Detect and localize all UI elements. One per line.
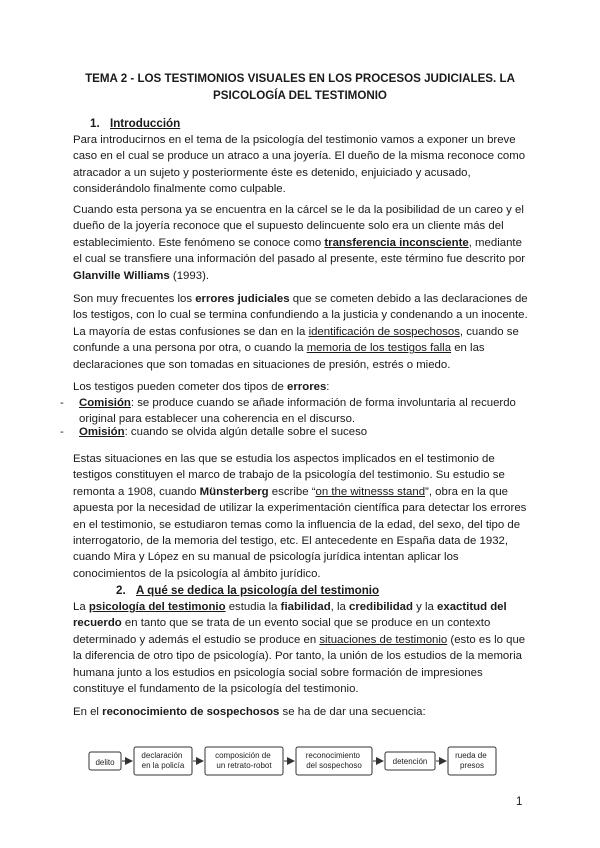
list-bullet: - xyxy=(60,426,64,438)
flow-step-declaracion: declaración en la policía xyxy=(141,751,185,770)
section-2-paragraph-2: En el reconocimiento de sospechosos se ha de dar una secuencia: xyxy=(73,706,426,718)
suspect-recognition-flow xyxy=(85,742,505,786)
author-glanville-williams: Glanville Williams xyxy=(73,269,170,282)
page-number: 1 xyxy=(516,796,523,808)
book-title-witness-stand: on the witnesss stand xyxy=(315,485,426,498)
term-credibilidad: credibilidad xyxy=(349,601,413,613)
intro-paragraph-4: Los testigos pueden cometer dos tipos de errores: xyxy=(73,381,330,393)
term-comision: Comisión xyxy=(79,397,131,409)
list-item-comision: - Comisión: se produce cuando se añade información de forma involuntaria al recuerdo original para establecer una coherencia en el discurso. xyxy=(60,397,516,426)
term-identificacion-sospechosos: identificación de sospechosos xyxy=(308,325,460,338)
term-errores-judiciales: errores judiciales xyxy=(195,293,290,305)
flow-step-rueda-presos: rueda de presos xyxy=(455,751,487,770)
document-title: TEMA 2 - LOS TESTIMONIOS VISUALES EN LOS PROCESOS JUDICIALES. LA PSICOLOGÍA DEL TESTIMONIO xyxy=(85,72,515,102)
section-2-title: A qué se dedica la psicología del testimonio xyxy=(136,584,380,597)
flow-step-reconocimiento: reconocimiento del sospechoso xyxy=(305,751,362,770)
section-2-number: 2. xyxy=(116,584,126,597)
term-transferencia-inconsciente: transferencia inconsciente xyxy=(324,236,469,249)
term-memoria-testigos: memoria de los testigos falla xyxy=(306,342,452,355)
flow-step-retrato-robot: composición de un retrato-robot xyxy=(215,751,272,770)
intro-paragraph-2: Cuando esta persona ya se encuentra en la cárcel se le da la posibilidad de un careo y el dueño de la joyería reconoce que el supuesto delincuente solo era un cliente más del establecimiento. Este fenómeno se conoce como transferencia inconsciente, mediante el cual se transfiere una información del pasado al presente, este término fue descrito por Glanville Williams (1993). xyxy=(73,204,526,282)
term-omision: Omisión xyxy=(79,426,125,438)
author-munsterberg: Münsterberg xyxy=(199,485,269,498)
term-fiabilidad: fiabilidad xyxy=(280,601,331,613)
term-situaciones-testimonio: situaciones de testimonio xyxy=(319,633,448,646)
flow-step-delito: delito xyxy=(95,758,115,767)
term-reconocimiento-sospechosos: reconocimiento de sospechosos xyxy=(102,706,280,718)
term-errores: errores xyxy=(287,381,327,393)
term-exactitud-recuerdo: exactitud del recuerdo xyxy=(73,601,507,630)
term-psicologia-testimonio: psicología del testimonio xyxy=(88,601,226,613)
flow-step-detencion: detención xyxy=(392,757,428,766)
section-2-heading xyxy=(116,584,379,597)
intro-paragraph-5: Estas situaciones en las que se estudia los aspectos implicados en el testimonio de testigos constituyen el marco de trabajo de la psicología del testimonio. Su estudio se remonta a 1908, cuando Münsterberg escribe “on the witnesss stand”, obra en la que apuesta por la necesidad de utilizar la experimentación científica para detectar los errores en el testimonio, se estudiaron temas como la influencia de la edad, del sexo, del tipo de interrogatorio, de la memoria del testigo, etc. El antecedente en España data de 1932, cuando Mira y López en su manual de psicología jurídica intentan aplicar los conocimientos de la psicología al ámbito jurídico. xyxy=(73,453,527,580)
list-bullet: - xyxy=(60,397,64,409)
section-1-heading xyxy=(90,117,180,130)
section-1-number: 1. xyxy=(90,117,100,130)
section-1-title: Introducción xyxy=(110,117,181,130)
intro-paragraph-1: Para introducirnos en el tema de la psicología del testimonio vamos a exponer un breve caso en el cual se produce un atraco a una joyería. El dueño de la misma reconoce como atracador a un sujeto y posteriormente éste es detenido, enjuiciado y acusado, considerándolo finalmente como culpable. xyxy=(73,134,526,196)
intro-paragraph-3: Son muy frecuentes los errores judiciales que se cometen debido a las declaraciones de los testigos, con lo cual se termina confundiendo a la justicia y condenando a un inocente. La mayoría de estas confusiones se dan en la identificación de sospechosos, cuando se confunde a una persona por otra, o cuando la memoria de los testigos falla en las declaraciones que son tomadas en situaciones de presión, estrés o miedo. xyxy=(73,293,528,371)
section-2-paragraph-1: La psicología del testimonio estudia la fiabilidad, la credibilidad y la exactitud del recuerdo en tanto que se trata de un evento social que se produce en un contexto determinado y además el estudio se produce en situaciones de testimonio (esto es lo que la diferencia de otro tipo de psicología). Por tanto, la unión de los estudios de la memoria humana junto a los estudios en psicología social sobre formación de impresiones constituye el fundamento de la psicología del testimonio. xyxy=(73,601,526,696)
list-item-omision: - Omisión: cuando se olvida algún detalle sobre el suceso xyxy=(60,424,531,441)
